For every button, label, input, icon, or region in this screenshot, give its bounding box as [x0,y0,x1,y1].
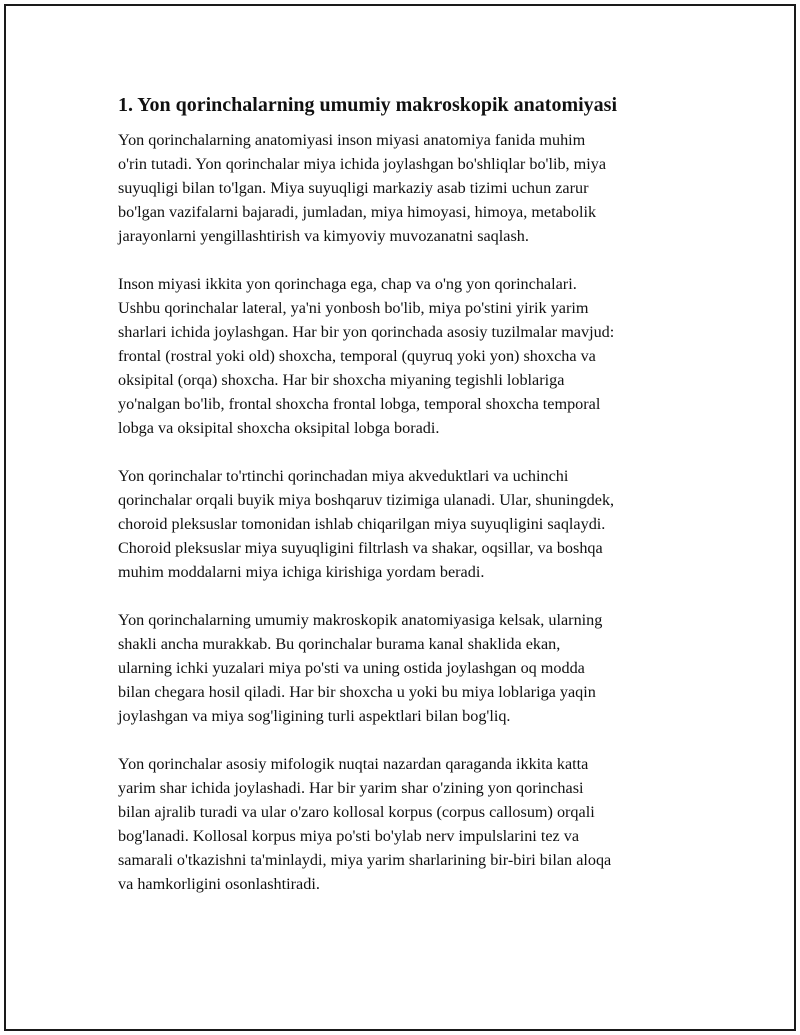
paragraph-line: sharlari ichida joylashgan. Har bir yon qorinchada asosiy tuzilmalar mavjud: [118,323,615,341]
paragraph-line: bo'lgan vazifalarni bajaradi, jumladan, miya himoyasi, himoya, metabolik [118,203,597,221]
paragraph-line: lobga va oksipital shoxcha oksipital lobga boradi. [118,419,440,437]
paragraph-line: Yon qorinchalarning umumiy makroskopik anatomiyasiga kelsak, ularning [118,611,603,629]
paragraph-line: o'rin tutadi. Yon qorinchalar miya ichida joylashgan bo'shliqlar bo'lib, miya [118,155,607,173]
paragraph-line: ularning ichki yuzalari miya po'sti va uning ostida joylashgan oq modda [118,659,585,677]
paragraph-1 [118,128,688,248]
paragraph-line: yarim shar ichida joylashadi. Har bir yarim shar o'zining yon qorinchasi [118,779,584,797]
paragraph-2 [118,272,688,440]
paragraph-line: Inson miyasi ikkita yon qorinchaga ega, chap va o'ng yon qorinchalari. [118,275,577,293]
paragraph-line: Yon qorinchalar to'rtinchi qorinchadan miya akveduktlari va uchinchi [118,467,569,485]
paragraph-line: Ushbu qorinchalar lateral, ya'ni yonbosh bo'lib, miya po'stini yirik yarim [118,299,589,317]
paragraph-line: jarayonlarni yengillashtirish va kimyoviy muvozanatni saqlash. [118,227,529,245]
paragraph-line: shakli ancha murakkab. Bu qorinchalar burama kanal shaklida ekan, [118,635,561,653]
section-heading: 1. Yon qorinchalarning umumiy makroskopik anatomiyasi [118,94,617,116]
paragraph-line: va hamkorligini osonlashtiradi. [118,875,320,893]
paragraph-line: Yon qorinchalarning anatomiyasi inson miyasi anatomiya fanida muhim [118,131,586,149]
paragraph-line: qorinchalar orqali buyik miya boshqaruv tizimiga ulanadi. Ular, shuningdek, [118,491,615,509]
document-body [118,92,688,920]
paragraph-line: bog'lanadi. Kollosal korpus miya po'sti bo'ylab nerv impulslarini tez va [118,827,580,845]
paragraph-line: joylashgan va miya sog'ligining turli aspektlari bilan bog'liq. [118,707,511,725]
paragraph-line: Yon qorinchalar asosiy mifologik nuqtai nazardan qaraganda ikkita katta [118,755,589,773]
paragraph-line: Choroid pleksuslar miya suyuqligini filtrlash va shakar, oqsillar, va boshqa [118,539,603,557]
paragraph-5 [118,752,688,896]
paragraph-line: choroid pleksuslar tomonidan ishlab chiqarilgan miya suyuqligini saqlaydi. [118,515,606,533]
paragraph-4 [118,608,688,728]
paragraph-line: samarali o'tkazishni ta'minlaydi, miya yarim sharlarining bir-biri bilan aloqa [118,851,612,869]
paragraph-line: oksipital (orqa) shoxcha. Har bir shoxcha miyaning tegishli loblariga [118,371,565,389]
paragraph-line: bilan chegara hosil qiladi. Har bir shoxcha u yoki bu miya loblariga yaqin [118,683,596,701]
paragraph-3 [118,464,688,584]
paragraph-line: yo'nalgan bo'lib, frontal shoxcha frontal lobga, temporal shoxcha temporal [118,395,601,413]
paragraph-line: suyuqligi bilan to'lgan. Miya suyuqligi markaziy asab tizimi uchun zarur [118,179,589,197]
paragraph-line: bilan ajralib turadi va ular o'zaro kollosal korpus (corpus callosum) orqali [118,803,595,821]
paragraph-line: frontal (rostral yoki old) shoxcha, temporal (quyruq yoki yon) shoxcha va [118,347,596,365]
paragraph-line: muhim moddalarni miya ichiga kirishiga yordam beradi. [118,563,485,581]
